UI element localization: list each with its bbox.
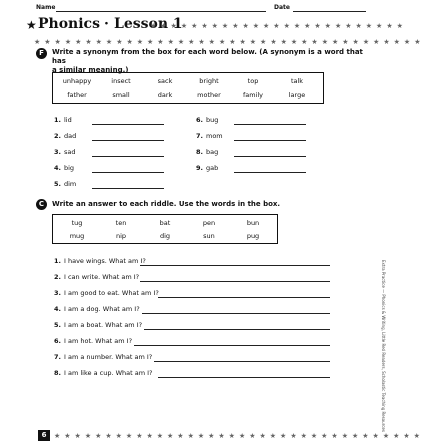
section-c-badge: C (36, 199, 47, 210)
box-word: talk (290, 77, 304, 85)
answer-line[interactable] (134, 345, 330, 346)
answer-line[interactable] (142, 313, 330, 314)
box-word: sun (203, 232, 215, 240)
answer-line[interactable] (92, 124, 164, 125)
synonym-item: 3. sad (54, 148, 166, 157)
star-icon: ★ (26, 18, 37, 32)
box-word: top (247, 77, 259, 85)
box-word: large (288, 91, 306, 99)
box-word: tug (71, 219, 83, 227)
box-word: dig (159, 232, 171, 240)
side-credit: Extra Practice — Phonics & Writing, Little Red Readers, Scholastic Teaching Resources (381, 260, 386, 432)
answer-line[interactable] (92, 140, 164, 141)
riddle-item: 1. I have wings. What am I? (54, 257, 332, 266)
box-word: insect (111, 77, 131, 85)
riddle-item: 7. I am a number. What am I? (54, 353, 332, 362)
box-word: family (242, 91, 264, 99)
box-word: mother (197, 91, 221, 99)
answer-line[interactable] (92, 188, 164, 189)
synonym-item: 1. lid (54, 116, 166, 125)
box-word: bright (199, 77, 219, 85)
date-label: Date (274, 4, 290, 11)
answer-line[interactable] (154, 361, 330, 362)
decorative-star-row-top: ★★★★★★★★★★★★★★★★★★★★★★★★★ (150, 22, 407, 30)
synonym-item: 6. bug (196, 116, 308, 125)
section-f-instruction-line2: a similar meaning.) (52, 66, 129, 74)
decorative-star-row-under-title: ★★★★★★★★★★★★★★★★★★★★★★★★★★★★★★★★★★★★★★ (34, 38, 424, 46)
date-line[interactable] (293, 11, 366, 12)
name-line[interactable] (56, 11, 266, 12)
answer-line[interactable] (140, 281, 330, 282)
synonym-item: 5. dim (54, 180, 166, 189)
title-separator: · (104, 16, 109, 32)
synonym-item: 7. mom (196, 132, 308, 141)
section-f-badge: F (36, 48, 47, 59)
box-word: pug (246, 232, 260, 240)
synonym-word-box (52, 72, 324, 104)
box-word: dark (157, 91, 173, 99)
section-c-instruction: Write an answer to each riddle. Use the words in the box. (52, 200, 281, 208)
answer-line[interactable] (92, 172, 164, 173)
riddle-item: 4. I am a dog. What am I? (54, 305, 332, 314)
name-date-fields (36, 4, 366, 12)
answer-line[interactable] (158, 377, 330, 378)
box-word: nip (115, 232, 127, 240)
decorative-star-row-bottom: ★★★★★★★★★★★★★★★★★★★★★★★★★★★★★★★★★★★★ (54, 432, 424, 440)
box-word: bat (159, 219, 171, 227)
answer-line[interactable] (140, 265, 330, 266)
synonym-item: 8. bag (196, 148, 308, 157)
riddle-word-box (52, 214, 278, 244)
section-f-instruction-line1: Write a synonym from the box for each word below. (A synonym is a word that has (52, 48, 363, 65)
answer-line[interactable] (92, 156, 164, 157)
section-f-instruction (52, 48, 372, 75)
riddle-item: 6. I am hot. What am I? (54, 337, 332, 346)
title-subject: Phonics (38, 16, 100, 32)
box-word: unhappy (62, 77, 92, 85)
answer-line[interactable] (234, 124, 306, 125)
riddle-item: 5. I am a boat. What am I? (54, 321, 332, 330)
riddle-item: 8. I am like a cup. What am I? (54, 369, 332, 378)
box-word: ten (115, 219, 127, 227)
name-label: Name (36, 4, 56, 11)
riddle-item: 2. I can write. What am I? (54, 273, 332, 282)
answer-line[interactable] (144, 329, 330, 330)
answer-line[interactable] (234, 156, 306, 157)
title-lesson: Lesson 1 (114, 16, 183, 32)
box-word: bun (246, 219, 260, 227)
box-word: small (112, 91, 130, 99)
synonym-item: 2. dad (54, 132, 166, 141)
box-word: father (67, 91, 87, 99)
answer-line[interactable] (234, 140, 306, 141)
box-word: sack (157, 77, 173, 85)
answer-line[interactable] (234, 172, 306, 173)
synonym-item: 4. big (54, 164, 166, 173)
box-word: pen (202, 219, 216, 227)
synonym-item: 9. gab (196, 164, 308, 173)
answer-line[interactable] (158, 297, 330, 298)
riddle-item: 3. I am good to eat. What am I? (54, 289, 332, 298)
page-number: 6 (38, 430, 50, 441)
box-word: mug (69, 232, 85, 240)
